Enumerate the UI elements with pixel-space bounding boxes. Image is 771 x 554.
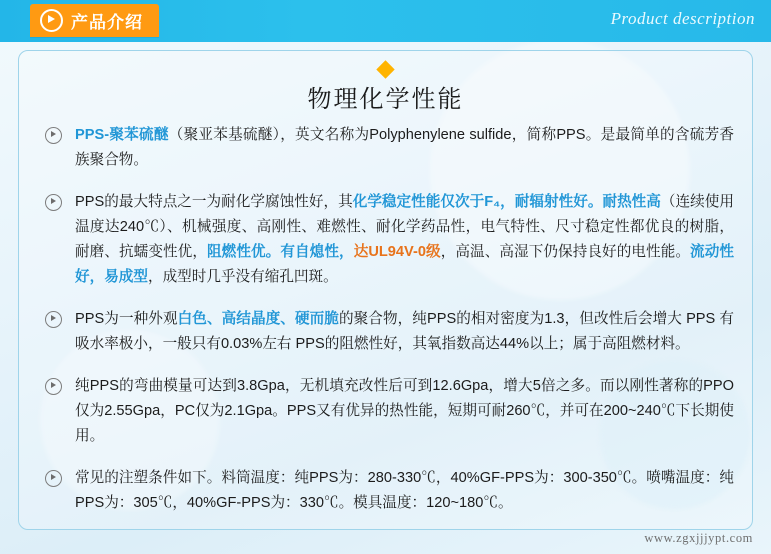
text-run: 白色、高结晶度、硬而脆 <box>177 311 339 327</box>
paragraph-text <box>75 378 734 444</box>
text-run: （连续使用温度达240℃）、机械强度、高刚性、难燃性、耐化学药品性，电气特性、尺寸稳定性都优良的树脂，耐磨、抗蠕变性优， <box>75 194 734 260</box>
text-run: PPS的最大特点之一为耐化学腐蚀性好，其 <box>75 194 353 210</box>
text-run: ，高温、高湿下仍保持良好的电性能。 <box>440 244 691 260</box>
text-run: 常见的注塑条件如下。料筒温度：纯PPS为：280-330℃，40%GF-PPS为：300-350℃。喷嘴温度：纯PPS为：305℃，40%GF-PPS为：330℃。模具温度：120~180℃。 <box>75 470 734 511</box>
tab-product-description[interactable] <box>30 4 159 37</box>
tab-label: 产品介绍 <box>71 13 143 32</box>
bullet-arrow-icon <box>45 378 62 395</box>
bullet-arrow-icon <box>45 127 62 144</box>
paragraph <box>43 374 734 449</box>
paragraph <box>43 190 734 290</box>
header-bar <box>0 0 771 42</box>
text-run: 达UL94V-0级 <box>353 244 441 260</box>
paragraph-text <box>75 311 734 352</box>
page-title: 物理化学性能 <box>307 86 464 113</box>
text-run: 纯PPS的弯曲模量可达到3.8Gpa，无机填充改性后可到12.6Gpa，增大5倍之多。而以刚性著称的PPO仅为2.55Gpa，PC仅为2.1Gpa。PPS又有优异的热性能，短期可耐260℃，并可在200~240℃下长期使用。 <box>75 378 734 444</box>
text-run: ，成型时几乎没有缩孔凹斑。 <box>147 269 338 285</box>
bullet-arrow-icon <box>45 311 62 328</box>
diamond-marker-icon <box>376 60 394 78</box>
paragraph-text <box>75 470 734 511</box>
paragraph-text <box>75 127 734 168</box>
watermark: www.zgxjjjypt.com <box>644 531 753 545</box>
text-run: 阻燃性优。有自熄性， <box>207 244 354 260</box>
text-run: 化学稳定性能仅次于F₄，耐辐射性好。耐热性高 <box>352 194 661 210</box>
text-run: PPS-聚苯硫醚 <box>75 127 169 143</box>
paragraph <box>43 307 734 357</box>
play-circle-icon <box>40 9 63 32</box>
text-run: （聚亚苯基硫醚），英文名称为Polyphenylene sulfide，简称PPS。是最简单的含硫芳香族聚合物。 <box>75 127 735 168</box>
bullet-arrow-icon <box>45 194 62 211</box>
text-run: 流动性好，易成型 <box>75 244 734 285</box>
content-card <box>18 50 753 530</box>
bullet-arrow-icon <box>45 470 62 487</box>
paragraph-list <box>43 123 734 533</box>
header-right-label: Product description <box>610 9 755 28</box>
paragraph <box>43 123 734 173</box>
paragraph-text <box>75 194 734 285</box>
text-run: PPS为一种外观 <box>75 311 178 327</box>
paragraph <box>43 466 734 516</box>
text-run: 的聚合物，纯PPS的相对密度为1.3，但改性后会增大 PPS 有吸水率极小，一般只有0.03%左右 PPS的阻燃性好，其氧指数高达44%以上；属于高阻燃材料。 <box>75 311 734 352</box>
